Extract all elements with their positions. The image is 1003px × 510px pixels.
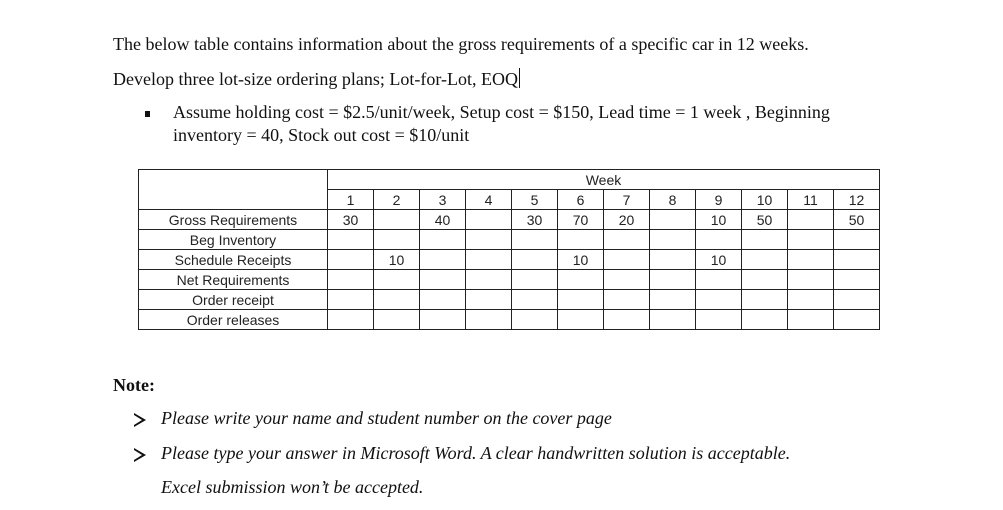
week-number-cell: 6 (558, 190, 604, 210)
table-cell (742, 290, 788, 310)
week-number-cell: 2 (374, 190, 420, 210)
table-cell (558, 270, 604, 290)
note-item-3: Excel submission won’t be accepted. (161, 477, 424, 497)
table-cell (328, 310, 374, 330)
table-cell (328, 270, 374, 290)
week-number-cell: 5 (512, 190, 558, 210)
table-cell: 30 (512, 210, 558, 230)
table-cell (374, 270, 420, 290)
table-cell (604, 310, 650, 330)
table-cell (558, 230, 604, 250)
week-number-cell: 8 (650, 190, 696, 210)
table-cell (650, 250, 696, 270)
note-item-1: Please write your name and student number on the cover page (161, 408, 612, 428)
table-cell (374, 210, 420, 230)
table-cell (558, 290, 604, 310)
table-row (139, 270, 880, 290)
note-item-2: Please type your answer in Microsoft Word. A clear handwritten solution is acceptable. (161, 443, 791, 463)
table-cell (604, 290, 650, 310)
table-cell: 10 (696, 210, 742, 230)
note-heading: Note: (113, 375, 155, 395)
assumptions-line-1: Assume holding cost = $2.5/unit/week, Setup cost = $150, Lead time = 1 week , Beginning (173, 102, 830, 122)
table-cell (420, 290, 466, 310)
table-cell: 50 (742, 210, 788, 230)
table-cell (328, 290, 374, 310)
table-cell (834, 250, 880, 270)
table-corner-cell (139, 170, 328, 210)
week-number-cell: 1 (328, 190, 374, 210)
text-cursor (519, 68, 520, 88)
intro-line-2 (113, 68, 520, 90)
row-label: Beg Inventory (139, 230, 328, 250)
table-cell (834, 270, 880, 290)
table-cell (420, 250, 466, 270)
table-cell (696, 290, 742, 310)
table-cell (788, 290, 834, 310)
table-cell (466, 310, 512, 330)
table-row (139, 310, 880, 330)
requirements-table (138, 169, 880, 330)
table-cell (466, 230, 512, 250)
table-cell: 30 (328, 210, 374, 230)
table-cell (512, 310, 558, 330)
table-cell: 10 (696, 250, 742, 270)
table-cell (834, 290, 880, 310)
table-cell (650, 230, 696, 250)
table-cell (466, 290, 512, 310)
table-cell (788, 210, 834, 230)
table-cell (512, 270, 558, 290)
table-cell (374, 290, 420, 310)
table-row (139, 230, 880, 250)
table-cell (512, 290, 558, 310)
row-label: Net Requirements (139, 270, 328, 290)
arrow-bullet-icon (134, 448, 146, 462)
assumptions-line-2: inventory = 40, Stock out cost = $10/unit (173, 125, 470, 145)
table-cell (328, 230, 374, 250)
table-cell (466, 210, 512, 230)
table-cell (650, 290, 696, 310)
table-cell (788, 270, 834, 290)
intro-line-2-text: Develop three lot-size ordering plans; Lot-for-Lot, EOQ (113, 69, 519, 89)
table-cell (604, 230, 650, 250)
table-cell (788, 230, 834, 250)
week-number-cell: 7 (604, 190, 650, 210)
table-cell (696, 270, 742, 290)
table-cell (328, 250, 374, 270)
table-cell (420, 270, 466, 290)
table-cell (420, 230, 466, 250)
row-label: Gross Requirements (139, 210, 328, 230)
table-cell (466, 250, 512, 270)
table-cell (650, 210, 696, 230)
row-label: Order releases (139, 310, 328, 330)
week-number-cell: 9 (696, 190, 742, 210)
table-cell (742, 230, 788, 250)
week-number-cell: 11 (788, 190, 834, 210)
table-cell: 70 (558, 210, 604, 230)
table-cell (512, 250, 558, 270)
table-cell: 10 (558, 250, 604, 270)
week-number-cell: 10 (742, 190, 788, 210)
week-number-cell: 12 (834, 190, 880, 210)
table-cell (650, 270, 696, 290)
intro-line-1: The below table contains information about the gross requirements of a specific car in 12 weeks. (113, 34, 809, 54)
table-row (139, 250, 880, 270)
table-cell (604, 250, 650, 270)
table-cell (420, 310, 466, 330)
table-cell (604, 270, 650, 290)
week-header: Week (328, 170, 880, 190)
bullet-icon (145, 111, 150, 117)
table-row (139, 290, 880, 310)
table-row (139, 210, 880, 230)
table-cell (558, 310, 604, 330)
table-cell (742, 270, 788, 290)
table-cell (788, 310, 834, 330)
week-number-cell: 3 (420, 190, 466, 210)
table-cell: 50 (834, 210, 880, 230)
table-cell (466, 270, 512, 290)
table-header-row (139, 170, 880, 190)
table-cell (512, 230, 558, 250)
table-cell: 20 (604, 210, 650, 230)
table-cell (374, 230, 420, 250)
table-cell (650, 310, 696, 330)
row-label: Schedule Receipts (139, 250, 328, 270)
table-cell (834, 310, 880, 330)
table-cell (742, 250, 788, 270)
row-label: Order receipt (139, 290, 328, 310)
arrow-bullet-icon (134, 413, 146, 427)
table-cell (374, 310, 420, 330)
table-cell (834, 230, 880, 250)
table-cell: 40 (420, 210, 466, 230)
table-cell (788, 250, 834, 270)
table-cell (696, 230, 742, 250)
week-number-cell: 4 (466, 190, 512, 210)
table-cell (742, 310, 788, 330)
table-cell (696, 310, 742, 330)
table-cell: 10 (374, 250, 420, 270)
